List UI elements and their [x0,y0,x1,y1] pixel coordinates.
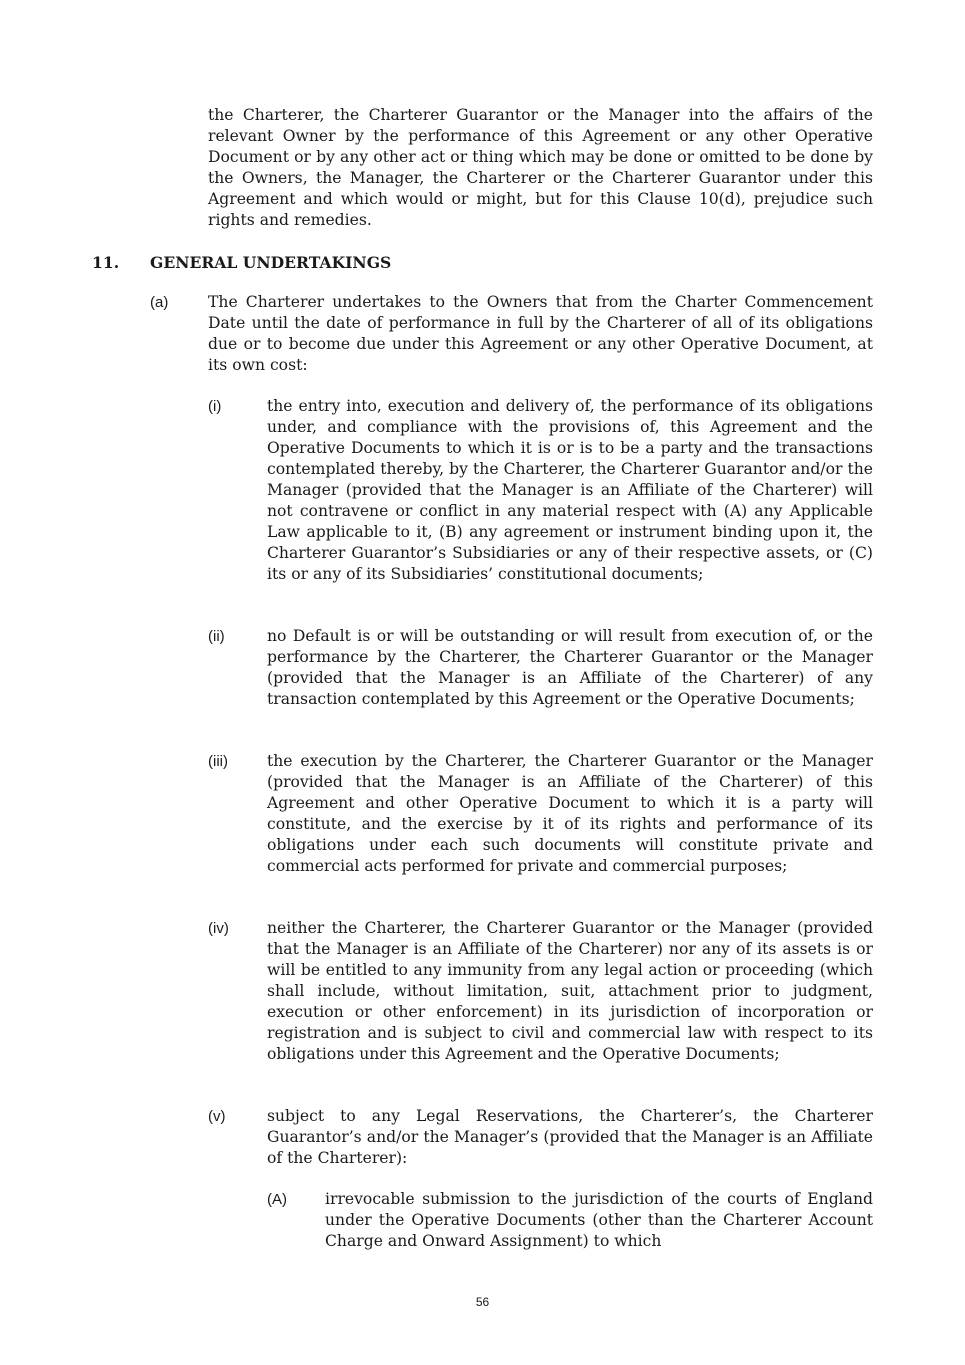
clause-a-label: (a) [150,294,169,311]
sub-item-label: (A) [267,1191,287,1208]
section-title: GENERAL UNDERTAKINGS [150,253,392,272]
item-label: (iv) [208,920,229,937]
sub-item-text: irrevocable submission to the jurisdiction of the courts of England under the Operative Documents (other than the Charterer Account Charge and Onward Assignment) to which [325,1190,873,1250]
page-number: 56 [475,1295,490,1309]
item-label: (i) [208,398,222,415]
item-text: neither the Charterer, the Charterer Guarantor or the Manager (provided that the Manager is an Affiliate of the Charterer) nor any of its assets is or will be entitled to any immunity from any legal action or proceeding (which shall include, without limitation, suit, attachment prior to judgment, execution or other enforcement) in its jurisdiction of incorporation or registration and is subject to civil and commercial law with respect to its obligations under this Agreement and the Operative Documents; [267,919,873,1063]
item-text: the execution by the Charterer, the Charterer Guarantor or the Manager (provided that the Manager is an Affiliate of the Charterer) of this Agreement and other Operative Document to which it is a party will constitute, and the exercise by it of its rights and performance of its obligations under each such documents will constitute private and commercial acts performed for private and commercial purposes; [267,752,873,875]
item-text: no Default is or will be outstanding or will result from execution of, or the performance by the Charterer, the Charterer Guarantor or the Manager (provided that the Manager is an Affiliate of the Charterer) of any transaction contemplated by this Agreement or the Operative Documents; [267,627,873,708]
item-label: (ii) [208,628,225,645]
clause-a-text: The Charterer undertakes to the Owners that from the Charter Commencement Date until the date of performance in full by the Charterer of all of its obligations due or to become due under this Agreement or any other Operative Document, at its own cost: [208,293,873,374]
item-label: (v) [208,1108,226,1125]
item-text: the entry into, execution and delivery of, the performance of its obligations under, and compliance with the provisions of, this Agreement and the Operative Documents to which it is or is to be a party and the transactions contemplated thereby, by the Charterer, the Charterer Guarantor and/or the Manager (provided that the Manager is an Affiliate of the Charterer) will not contravene or conflict in any material respect with (A) any Applicable Law applicable to it, (B) any agreement or instrument binding upon it, the Charterer Guarantor’s Subsidiaries or any of their respective assets, or (C) its or any of its Subsidiaries’ constitutional documents; [267,397,873,583]
item-label: (iii) [208,753,228,770]
intro-paragraph: the Charterer, the Charterer Guarantor or the Manager into the affairs of the relevant Owner by the performance of this Agreement or any other Operative Document or by any other act or thing which may be done or omitted to be done by the Owners, the Manager, the Charterer or the Charterer Guarantor under this Agreement and which would or might, but for this Clause 10(d), prejudice such rights and remedies. [208,106,873,229]
item-text: subject to any Legal Reservations, the Charterer’s, the Charterer Guarantor’s and/or the Manager’s (provided that the Manager is an Affiliate of the Charterer): [267,1107,873,1167]
section-number: 11. [92,253,120,272]
